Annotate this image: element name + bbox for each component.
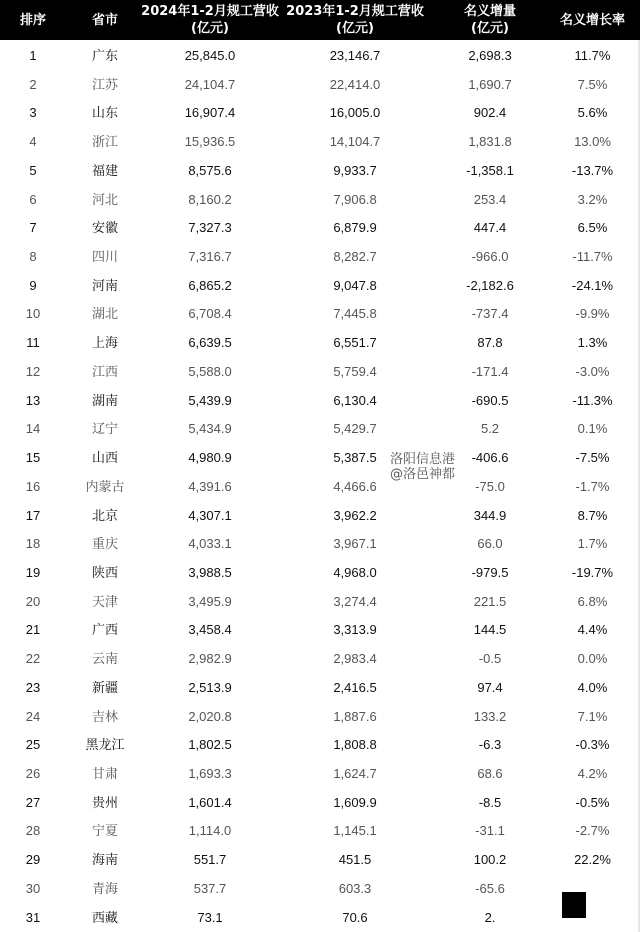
cell-province: 天津 xyxy=(91,593,118,609)
table-row xyxy=(0,42,640,71)
cell-increase: 100.2 xyxy=(473,852,507,868)
cell-province: 河南 xyxy=(91,277,118,293)
cell-rev2024: 5,439.9 xyxy=(188,392,232,408)
cell-increase: 133.2 xyxy=(473,708,507,724)
cell-growth: -24.1% xyxy=(571,277,614,293)
header-rev2024 xyxy=(140,0,280,40)
cell-rank: 10 xyxy=(25,306,41,322)
cell-province: 广东 xyxy=(91,48,118,63)
cell-rank: 4 xyxy=(29,134,37,150)
cell-increase: -966.0 xyxy=(471,249,509,265)
cell-increase: 902.4 xyxy=(473,105,507,121)
header-rev2024-label: 2024年1-2月规工营收 xyxy=(141,4,279,19)
cell-rev2023: 70.6 xyxy=(342,909,368,925)
cell-rev2023: 5,759.4 xyxy=(333,363,377,379)
cell-rank: 19 xyxy=(25,564,41,580)
cell-growth: 1.7% xyxy=(577,536,608,552)
cell-rank: 12 xyxy=(25,363,41,379)
cell-rev2023: 4,968.0 xyxy=(333,564,377,580)
cell-rev2024: 4,033.1 xyxy=(188,536,232,552)
cell-increase: 1,690.7 xyxy=(468,76,512,92)
cell-rev2023: 3,967.1 xyxy=(333,536,377,552)
cell-rev2024: 16,907.4 xyxy=(184,105,236,121)
cell-rev2023: 6,551.7 xyxy=(333,335,377,351)
redaction-block xyxy=(562,892,586,918)
cell-rank: 7 xyxy=(29,220,37,236)
cell-province: 广西 xyxy=(91,622,118,638)
table-row xyxy=(0,817,640,846)
cell-rev2024: 1,693.3 xyxy=(188,765,232,781)
cell-increase: -171.4 xyxy=(471,363,509,379)
cell-increase: -406.6 xyxy=(471,450,509,466)
cell-increase: 68.6 xyxy=(477,765,503,781)
cell-rank: 5 xyxy=(29,162,37,178)
cell-province: 青海 xyxy=(91,880,118,896)
cell-rank: 8 xyxy=(29,249,37,265)
cell-growth: -0.5% xyxy=(575,794,610,810)
cell-rev2024: 6,708.4 xyxy=(188,306,232,322)
cell-province: 四川 xyxy=(91,249,118,265)
table-row xyxy=(0,300,640,329)
cell-growth: 0.0% xyxy=(577,651,608,667)
cell-rev2024: 73.1 xyxy=(197,909,223,925)
header-increase xyxy=(425,0,555,40)
cell-rank: 26 xyxy=(25,765,41,781)
cell-rev2024: 6,639.5 xyxy=(188,335,232,351)
cell-province: 江苏 xyxy=(91,76,118,92)
cell-rev2023: 451.5 xyxy=(338,852,372,868)
cell-rev2024: 4,307.1 xyxy=(188,507,232,523)
cell-rev2023: 3,274.4 xyxy=(333,593,377,609)
cell-province: 重庆 xyxy=(91,536,118,552)
table-body xyxy=(0,42,640,932)
cell-province: 山东 xyxy=(91,105,118,121)
cell-rev2024: 5,588.0 xyxy=(188,363,232,379)
table-row xyxy=(0,530,640,559)
cell-rank: 3 xyxy=(29,105,37,121)
cell-rank: 15 xyxy=(25,450,41,466)
cell-increase: -979.5 xyxy=(471,564,509,580)
cell-province: 贵州 xyxy=(91,794,118,810)
cell-growth: -2.7% xyxy=(575,823,610,839)
cell-growth: 1.3% xyxy=(577,335,608,351)
cell-province: 宁夏 xyxy=(91,823,118,839)
table-row xyxy=(0,387,640,416)
cell-rev2023: 1,887.6 xyxy=(333,708,377,724)
table-row xyxy=(0,875,640,904)
cell-rev2024: 3,988.5 xyxy=(188,564,232,580)
cell-rank: 29 xyxy=(25,852,41,868)
cell-increase: -737.4 xyxy=(471,306,509,322)
cell-rank: 1 xyxy=(29,48,37,63)
cell-rev2023: 6,130.4 xyxy=(333,392,377,408)
cell-rev2023: 7,445.8 xyxy=(333,306,377,322)
cell-rank: 6 xyxy=(29,191,37,207)
table-row xyxy=(0,71,640,100)
cell-rev2024: 2,513.9 xyxy=(188,679,232,695)
cell-growth: 7.5% xyxy=(577,76,608,92)
header-rank: 排序 xyxy=(19,12,46,28)
cell-rev2023: 1,808.8 xyxy=(333,737,377,753)
cell-rank: 30 xyxy=(25,880,41,896)
header-growth: 名义增长率 xyxy=(559,12,625,28)
cell-rev2024: 25,845.0 xyxy=(184,48,236,63)
cell-growth: 3.2% xyxy=(577,191,608,207)
table-row xyxy=(0,559,640,588)
table-row xyxy=(0,789,640,818)
cell-growth: -7.5% xyxy=(575,450,610,466)
cell-rev2023: 5,387.5 xyxy=(333,450,377,466)
cell-rev2023: 1,145.1 xyxy=(333,823,377,839)
cell-rank: 11 xyxy=(26,335,40,351)
cell-province: 海南 xyxy=(91,852,118,868)
cell-growth: 4.2% xyxy=(577,765,608,781)
cell-rev2024: 6,865.2 xyxy=(188,277,232,293)
cell-province: 陕西 xyxy=(91,564,118,580)
cell-province: 北京 xyxy=(91,507,118,523)
cell-province: 湖南 xyxy=(91,392,118,408)
cell-rev2024: 4,980.9 xyxy=(188,450,232,466)
cell-province: 吉林 xyxy=(91,708,118,724)
cell-rev2024: 15,936.5 xyxy=(184,134,236,150)
cell-growth: -19.7% xyxy=(571,564,614,580)
cell-rev2023: 3,313.9 xyxy=(333,622,377,638)
cell-province: 内蒙古 xyxy=(85,478,125,494)
cell-growth: 4.0% xyxy=(577,679,608,695)
cell-growth: 13.0% xyxy=(574,134,611,150)
cell-rank: 24 xyxy=(25,708,41,724)
header-province: 省市 xyxy=(91,12,118,28)
cell-growth: -9.9% xyxy=(575,306,610,322)
cell-province: 辽宁 xyxy=(91,421,118,437)
cell-rev2024: 1,601.4 xyxy=(188,794,232,810)
cell-rev2023: 23,146.7 xyxy=(329,48,381,63)
table-row xyxy=(0,99,640,128)
cell-rev2024: 7,316.7 xyxy=(188,249,232,265)
table-row xyxy=(0,502,640,531)
header-rev2023-unit: (亿元) xyxy=(336,21,374,36)
cell-growth: -1.7% xyxy=(575,478,610,494)
cell-province: 江西 xyxy=(91,363,118,379)
table-row xyxy=(0,128,640,157)
cell-increase: -31.1 xyxy=(475,823,505,839)
cell-rev2023: 2,983.4 xyxy=(333,651,377,667)
cell-rev2024: 7,327.3 xyxy=(188,220,232,236)
cell-growth: 4.4% xyxy=(577,622,608,638)
cell-province: 黑龙江 xyxy=(85,737,125,753)
cell-growth: -3.0% xyxy=(575,363,610,379)
cell-increase: 2,698.3 xyxy=(468,48,512,63)
cell-increase: -6.3 xyxy=(478,737,502,753)
table-row xyxy=(0,846,640,875)
cell-increase: -2,182.6 xyxy=(466,277,514,293)
table-row xyxy=(0,904,640,932)
cell-rev2023: 2,416.5 xyxy=(333,679,377,695)
cell-rev2024: 24,104.7 xyxy=(184,76,236,92)
cell-rev2023: 22,414.0 xyxy=(329,76,381,92)
table-row xyxy=(0,760,640,789)
cell-rev2023: 3,962.2 xyxy=(333,507,377,523)
table-row xyxy=(0,616,640,645)
cell-increase: 447.4 xyxy=(473,220,507,236)
cell-increase: 344.9 xyxy=(473,507,507,523)
cell-increase: 221.5 xyxy=(473,593,507,609)
table-row xyxy=(0,214,640,243)
table-row xyxy=(0,186,640,215)
cell-rank: 28 xyxy=(25,823,41,839)
cell-rank: 22 xyxy=(25,651,41,667)
cell-rank: 9 xyxy=(29,277,37,293)
cell-increase: -1,358.1 xyxy=(466,162,514,178)
table-header xyxy=(0,0,640,40)
cell-growth: 8.7% xyxy=(577,507,608,523)
cell-rev2023: 9,047.8 xyxy=(333,277,377,293)
table-row xyxy=(0,674,640,703)
cell-growth: 7.1% xyxy=(577,708,608,724)
cell-rank: 20 xyxy=(25,593,41,609)
header-increase-unit: (亿元) xyxy=(471,21,509,36)
cell-rev2024: 8,575.6 xyxy=(188,162,232,178)
cell-growth: 6.5% xyxy=(577,220,608,236)
cell-rank: 23 xyxy=(25,679,41,695)
cell-growth: 0.1% xyxy=(577,421,608,437)
table-row xyxy=(0,588,640,617)
cell-province: 西藏 xyxy=(91,909,118,925)
cell-rev2024: 3,458.4 xyxy=(188,622,232,638)
cell-growth: 11.7% xyxy=(574,48,611,63)
cell-growth: -0.3% xyxy=(575,737,610,753)
cell-province: 新疆 xyxy=(91,679,118,695)
cell-rev2024: 5,434.9 xyxy=(188,421,232,437)
cell-province: 山西 xyxy=(91,450,118,466)
header-rev2023 xyxy=(285,0,425,40)
cell-rev2024: 3,495.9 xyxy=(188,593,232,609)
cell-increase: 144.5 xyxy=(473,622,507,638)
cell-rev2023: 1,609.9 xyxy=(333,794,377,810)
table-row xyxy=(0,703,640,732)
cell-province: 甘肃 xyxy=(91,765,118,781)
cell-rank: 25 xyxy=(25,737,41,753)
cell-rev2023: 8,282.7 xyxy=(333,249,377,265)
cell-rev2024: 1,802.5 xyxy=(188,737,232,753)
table-row xyxy=(0,415,640,444)
cell-rank: 14 xyxy=(25,421,41,437)
cell-province: 福建 xyxy=(91,162,118,178)
cell-rank: 21 xyxy=(25,622,41,638)
cell-province: 湖北 xyxy=(91,306,118,322)
cell-rank: 27 xyxy=(25,794,41,810)
cell-growth: 6.8% xyxy=(577,593,608,609)
watermark: 洛阳信息港@洛邑神都 xyxy=(390,452,456,482)
cell-province: 安徽 xyxy=(91,220,118,236)
cell-rank: 13 xyxy=(25,392,41,408)
table-row xyxy=(0,329,640,358)
table-row xyxy=(0,731,640,760)
cell-rev2024: 1,114.0 xyxy=(188,823,232,839)
table-row xyxy=(0,272,640,301)
table-row xyxy=(0,358,640,387)
cell-province: 河北 xyxy=(91,191,118,207)
cell-rev2024: 2,982.9 xyxy=(188,651,232,667)
cell-rev2023: 5,429.7 xyxy=(333,421,377,437)
table-row xyxy=(0,157,640,186)
cell-increase: -690.5 xyxy=(471,392,509,408)
cell-increase: 97.4 xyxy=(477,679,503,695)
cell-rev2023: 16,005.0 xyxy=(329,105,381,121)
cell-rev2024: 4,391.6 xyxy=(188,478,232,494)
header-rev2023-label: 2023年1-2月规工营收 xyxy=(286,4,424,19)
cell-growth: 5.6% xyxy=(577,105,608,121)
cell-increase: 2. xyxy=(484,909,496,925)
table-row xyxy=(0,243,640,272)
cell-province: 浙江 xyxy=(91,134,118,150)
table-row xyxy=(0,473,640,502)
table-row xyxy=(0,444,640,473)
header-rev2024-unit: (亿元) xyxy=(191,21,229,36)
cell-growth: -11.7% xyxy=(572,249,613,265)
cell-increase: -0.5 xyxy=(478,651,502,667)
cell-rev2023: 6,879.9 xyxy=(333,220,377,236)
cell-growth: 22.2% xyxy=(574,852,611,868)
header-increase-label: 名义增量 xyxy=(463,4,516,19)
cell-rev2024: 551.7 xyxy=(193,852,227,868)
cell-province: 上海 xyxy=(91,335,118,351)
cell-rev2023: 14,104.7 xyxy=(329,134,381,150)
table-row xyxy=(0,645,640,674)
cell-rev2023: 603.3 xyxy=(338,880,372,896)
cell-rev2023: 1,624.7 xyxy=(333,765,377,781)
cell-increase: 87.8 xyxy=(477,335,503,351)
cell-rev2024: 537.7 xyxy=(193,880,227,896)
cell-increase: 5.2 xyxy=(480,421,500,437)
cell-rev2023: 7,906.8 xyxy=(333,191,377,207)
cell-increase: -65.6 xyxy=(475,880,505,896)
cell-increase: 253.4 xyxy=(473,191,507,207)
cell-rank: 2 xyxy=(29,76,37,92)
cell-rank: 18 xyxy=(25,536,41,552)
cell-rank: 16 xyxy=(25,478,41,494)
cell-rank: 31 xyxy=(25,909,41,925)
cell-growth: -13.7% xyxy=(571,162,614,178)
cell-increase: -75.0 xyxy=(475,478,505,494)
cell-rev2024: 2,020.8 xyxy=(188,708,232,724)
cell-rank: 17 xyxy=(25,507,41,523)
cell-rev2023: 9,933.7 xyxy=(333,162,377,178)
cell-increase: 66.0 xyxy=(477,536,503,552)
cell-province: 云南 xyxy=(91,651,118,667)
cell-rev2024: 8,160.2 xyxy=(188,191,232,207)
cell-rev2023: 4,466.6 xyxy=(333,478,377,494)
cell-increase: -8.5 xyxy=(478,794,502,810)
cell-growth: -11.3% xyxy=(572,392,613,408)
cell-increase: 1,831.8 xyxy=(468,134,512,150)
